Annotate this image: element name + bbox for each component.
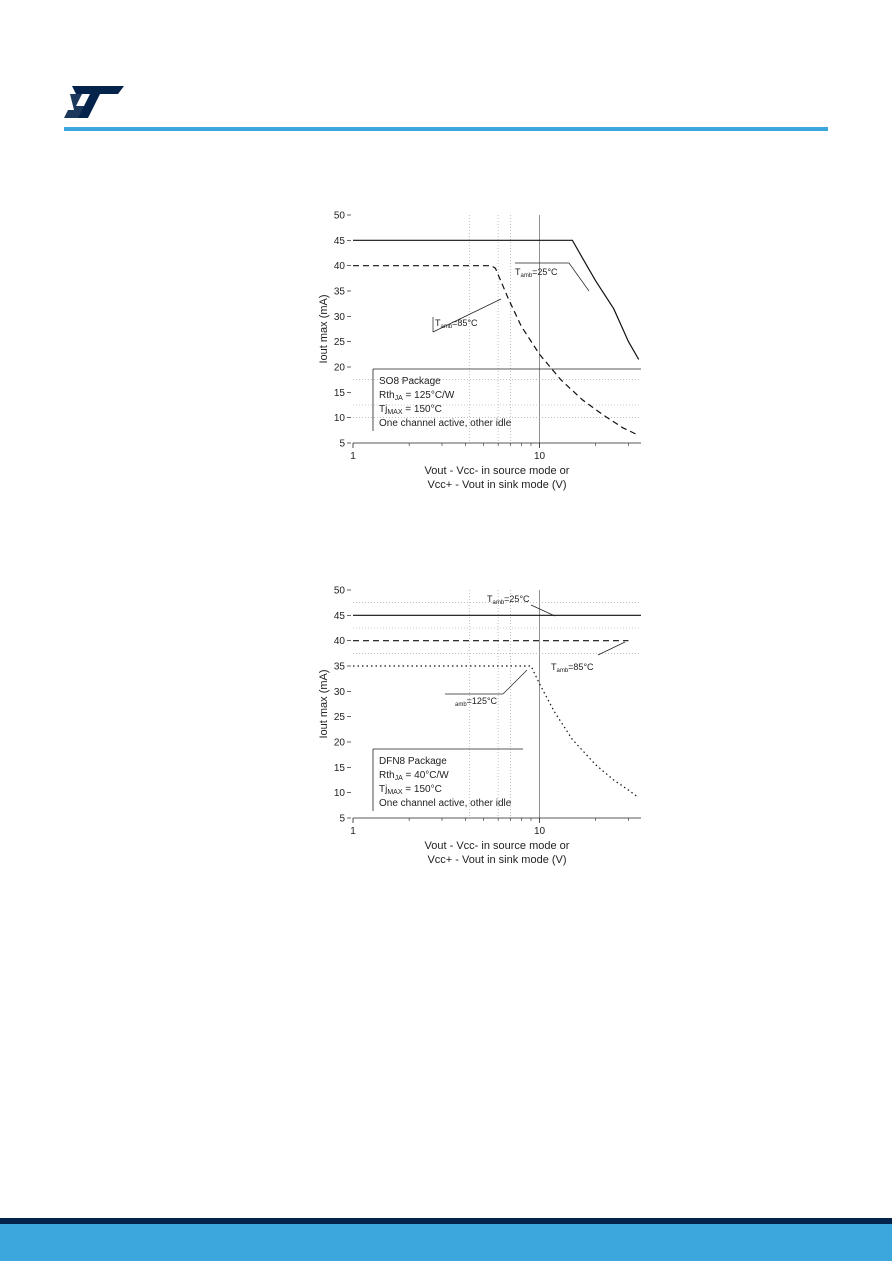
legend-tj: $Tj_{MAX} = 150^\circ C$ (379, 404, 442, 416)
y-tick-label-5: 30 (333, 686, 345, 698)
x-tick-label-1: 10 (533, 451, 546, 462)
y-tick-label-6: 35 (333, 286, 345, 298)
annotation-label-2: $_{amb}$=125°C (455, 696, 498, 708)
annotation-label-1: $T_{amb}=85^\circ C$ (435, 318, 478, 330)
legend-channel: One channel active, other idle (379, 798, 512, 809)
y-tick-label-0: 5 (339, 438, 345, 450)
st-logo-icon (62, 84, 126, 120)
x-tick-label-1: 10 (533, 826, 546, 837)
y-tick-label-1: 10 (333, 788, 345, 800)
y-tick-label-9: 50 (333, 585, 345, 597)
annotation-rule-0 (531, 605, 555, 616)
legend-tj: $Tj_{MAX} = 150^\circ C$ (379, 784, 442, 796)
y-tick-label-0: 5 (339, 813, 345, 825)
y-tick-label-2: 15 (333, 387, 345, 399)
y-axis-label: Iout max (mA) (318, 294, 330, 364)
legend-rth: Rth$_{JA}$ = 40°C/W (379, 770, 449, 782)
annotation-label-0: $T_{amb}=25^\circ C$ (487, 594, 530, 606)
y-tick-label-8: 45 (333, 235, 345, 247)
annotation-label-0: $T_{amb}=25^\circ C$ (515, 267, 558, 279)
x-tick-label-0: 1 (350, 826, 356, 837)
chart-dfn8 (315, 580, 655, 880)
y-tick-label-6: 35 (333, 661, 345, 673)
legend-package: DFN8 Package (379, 756, 447, 767)
y-tick-label-9: 50 (333, 210, 345, 222)
y-tick-label-2: 15 (333, 762, 345, 774)
annotation-leader-2 (503, 670, 527, 694)
y-tick-label-7: 40 (333, 636, 345, 648)
y-axis-label: Iout max (mA) (318, 669, 330, 739)
y-tick-label-7: 40 (333, 261, 345, 273)
footer-blue-bar (0, 1224, 892, 1261)
x-axis-label-0: Vout - Vcc- in source mode or (424, 465, 570, 477)
x-axis-label-0: Vout - Vcc- in source mode or (424, 840, 570, 852)
y-tick-label-3: 20 (333, 362, 345, 374)
legend-package: SO8 Package (379, 376, 441, 387)
series-line-0 (353, 240, 639, 359)
x-tick-label-0: 1 (350, 451, 356, 462)
y-tick-label-5: 30 (333, 311, 345, 323)
y-tick-label-3: 20 (333, 737, 345, 749)
y-tick-label-4: 25 (333, 337, 345, 349)
chart-so8 (315, 205, 655, 505)
y-tick-label-1: 10 (333, 413, 345, 425)
y-tick-label-8: 45 (333, 610, 345, 622)
legend-rth: Rth$_{JA}$ = 125°C/W (379, 390, 455, 402)
y-tick-label-4: 25 (333, 712, 345, 724)
annotation-label-1: $T_{amb}=85^\circ C$ (551, 662, 594, 674)
annotation-leader-0 (569, 263, 589, 291)
legend-channel: One channel active, other idle (379, 418, 512, 429)
header-rule (64, 127, 828, 131)
x-axis-label-1: Vcc+ - Vout in sink mode (V) (427, 854, 567, 866)
x-axis-label-1: Vcc+ - Vout in sink mode (V) (427, 479, 567, 491)
